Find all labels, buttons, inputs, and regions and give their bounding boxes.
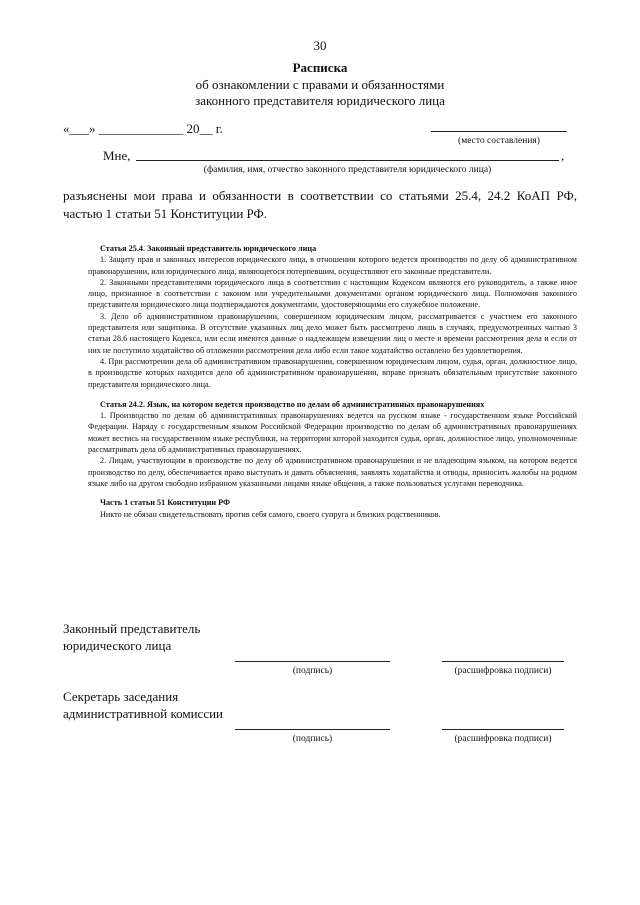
- decoding-label: (расшифровка подписи): [454, 734, 552, 744]
- role-line-2: юридического лица: [63, 638, 172, 653]
- article-25-4-heading: Статья 25.4. Законный представитель юридического лица: [100, 244, 317, 253]
- fio-label: (фамилия, имя, отчество законного представителя юридического лица): [203, 165, 492, 175]
- decoding-label: (расшифровка подписи): [454, 666, 552, 676]
- decoding-blank-line[interactable]: [442, 661, 564, 662]
- place-label: (место составления): [458, 136, 540, 146]
- article-25-4-p3: 3. Дело об административном правонарушении, совершенном юридическим лицом, рассматривается с участием его законного представителя или защитника. В отсутствие указанных лиц дело может быть рассмотрено лишь в случаях, предусмотренных частью 3 статьи 28.6 настоящего Кодекса, или если имеются данные о надлежащем извещении лиц о месте и времени рассмотрения дела и если от них не поступило ходатайство об отложении рассмотрения дела либо если такое ходатайство оставлено без удовлетворения.: [88, 311, 577, 355]
- fio-blank-line[interactable]: [136, 160, 559, 161]
- page-number: 30: [313, 38, 327, 53]
- signature-role-secretary: [63, 688, 223, 722]
- me-label: Мне,: [103, 148, 131, 163]
- article-24-2-p1: 1. Производство по делам об административных правонарушениях ведется на русском языке - государственном языке Российской Федерации. Наряду с государственным языком Российской Федерации производство по делам об административных правонарушениях может вестись на государственном языке республики, на территории которой находится судья, орган, должностное лицо, уполномоченные рассматривать дела об административных правонарушениях.: [88, 411, 577, 455]
- role-line-1: Секретарь заседания: [63, 689, 179, 704]
- article-24-2-heading: Статья 24.2. Язык, на котором ведется производство по делам об административных правонарушениях: [100, 399, 485, 409]
- signature-blank-line[interactable]: [235, 661, 390, 662]
- signature-label: (подпись): [292, 734, 333, 744]
- decoding-blank-line[interactable]: [442, 729, 564, 730]
- intro-text: разъяснены мои права и обязанности в соответствии со статьями 25.4, 24.2 КоАП РФ, частью 1 статьи 51 Конституции РФ.: [63, 188, 577, 221]
- signature-blank-line[interactable]: [235, 729, 390, 730]
- article-51-p1: Никто не обязан свидетельствовать против себя самого, своего супруга и близких родственников.: [100, 509, 441, 519]
- article-25-4-p1: 1. Защиту прав и законных интересов юридического лица, в отношении которого ведется производство по делу об административном правонарушении, или юридического лица, являющегося потерпевшим, осуществляют его законные представители.: [88, 255, 577, 276]
- document-subtitle-line-1: об ознакомлении с правами и обязанностями: [195, 77, 445, 92]
- place-blank-line[interactable]: [431, 131, 567, 132]
- me-comma: ,: [561, 148, 565, 163]
- article-25-4-p2: 2. Законными представителями юридического лица в соответствии с настоящим Кодексом являются его руководитель, а также иное лицо, признанное в соответствии с законом или учредительными документами органом юридического лица. Полномочия законного представителя юридического лица подтверждаются документами, удостоверяющими его служебное положение.: [88, 277, 577, 310]
- article-25-4-p4: 4. При рассмотрении дела об административном правонарушении, совершенном юридическим лицом, судья, орган, должностное лицо, в производстве которых находится дело об административном правонарушении, вправе признать обязательным присутствие законного представителя юридического лица.: [88, 356, 577, 389]
- articles-block: [88, 243, 577, 520]
- signature-label: (подпись): [292, 666, 333, 676]
- signature-role-representative: [63, 620, 200, 654]
- article-51-heading: Часть 1 статьи 51 Конституции РФ: [100, 498, 231, 508]
- document-subtitle-line-2: законного представителя юридического лица: [195, 93, 445, 108]
- role-line-1: Законный представитель: [63, 621, 201, 636]
- date-line: «___» _____________ 20__ г.: [63, 121, 223, 136]
- role-line-2: административной комиссии: [63, 706, 224, 721]
- article-24-2-p2: 2. Лицам, участвующим в производстве по делу об административном правонарушении и не владеющим языком, на котором ведется производство по делу, обеспечивается право выступать и давать объяснения, заявлять ходатайства и отводы, приносить жалобы на родном языке либо на другом свободно избранном указанными лицами языке общения, а также пользоваться услугами переводчика.: [88, 456, 577, 488]
- document-title: Расписка: [292, 60, 348, 75]
